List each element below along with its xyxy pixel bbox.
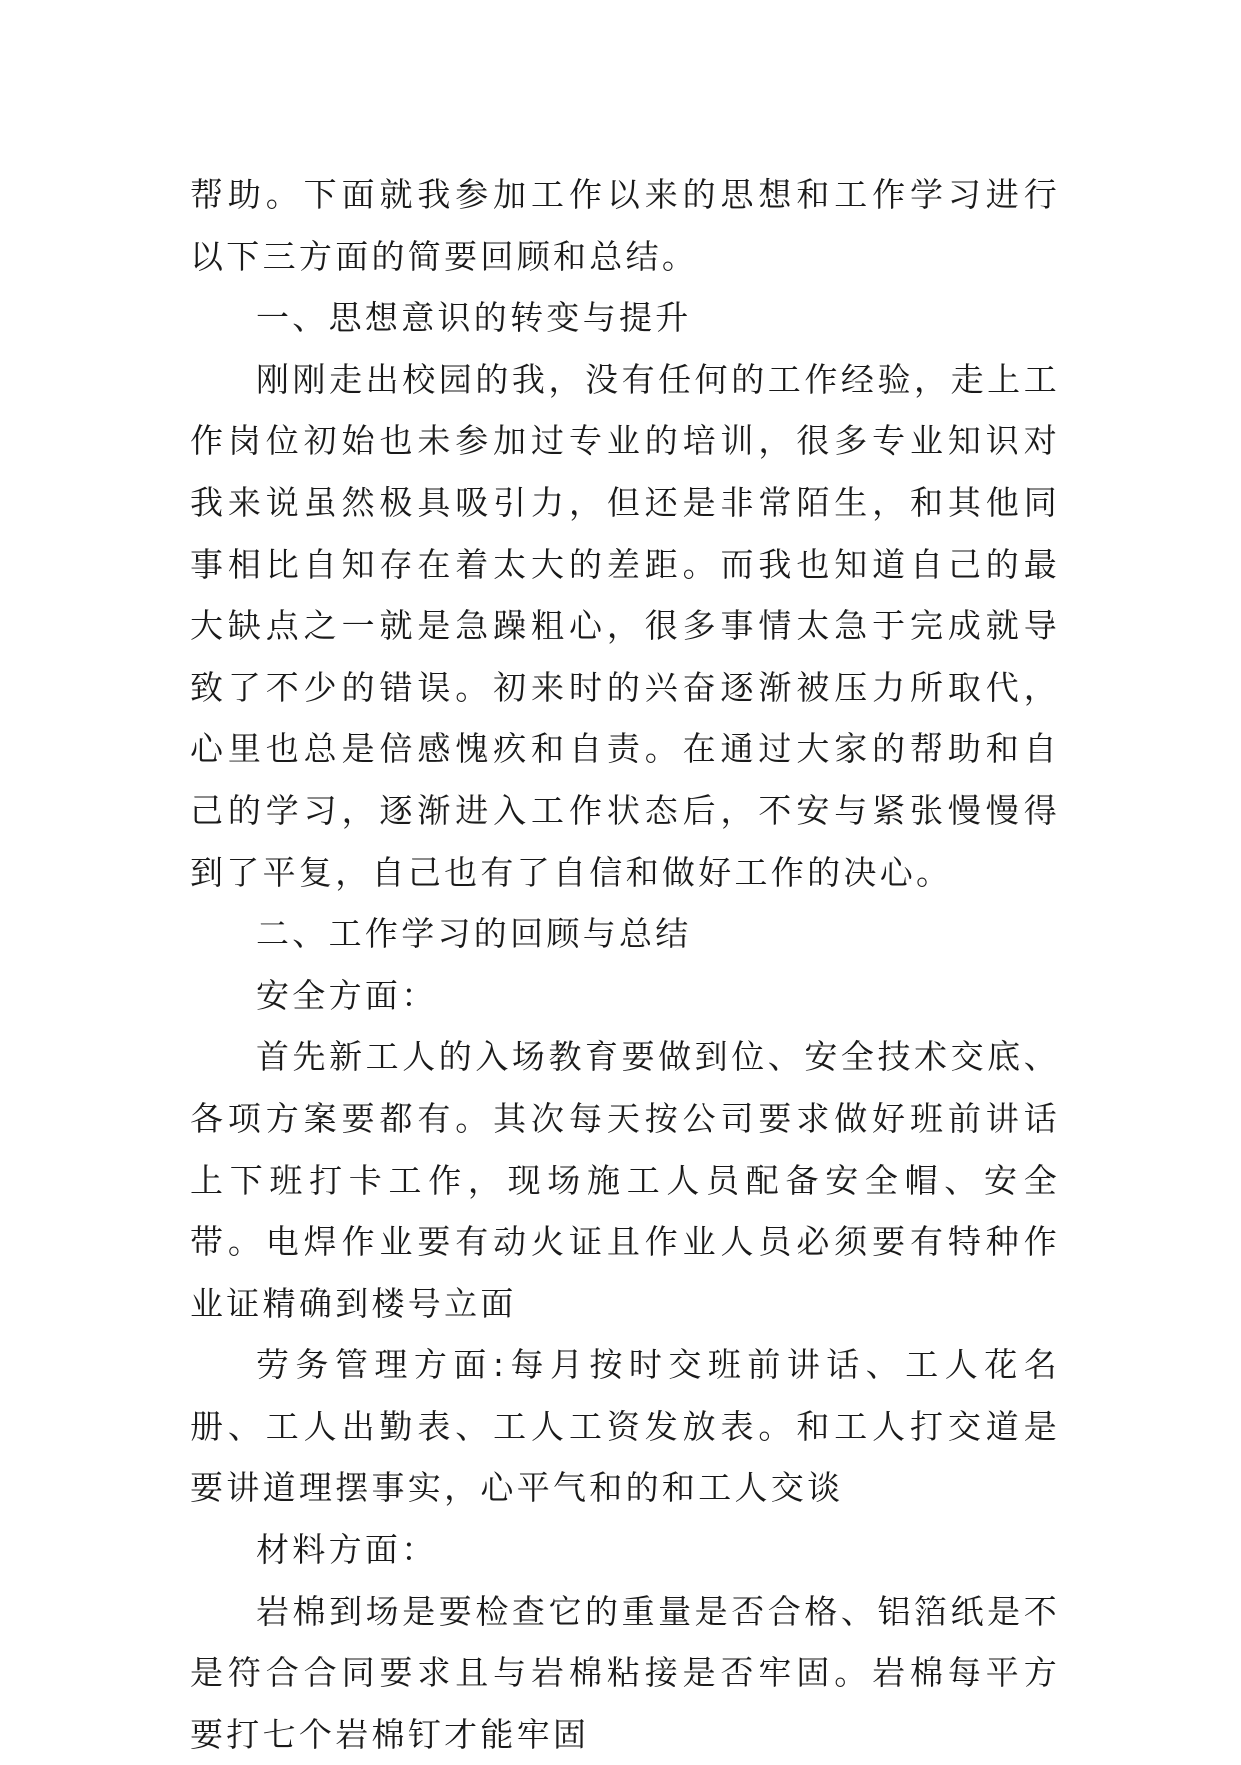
section-heading-1: 一、思想意识的转变与提升	[256, 298, 692, 338]
paragraph-section-1: 刚刚走出校园的我，没有任何的工作经验，走上工作岗位初始也未参加过专业的培训，很多专业知识对我来说虽然极具吸引力，但还是非常陌生，和其他同事相比自知存在着太大的差距。而我也知道自己的最大缺点之一就是急躁粗心，很多事情太急于完成就导致了不少的错误。初来时的兴奋逐渐被压力所取代，心里也总是倍感愧疚和自责。在通过大家的帮助和自己的学习，逐渐进入工作状态后，不安与紧张慢慢得到了平复，自己也有了自信和做好工作的决心。	[190, 359, 1060, 892]
paragraph-materials: 岩棉到场是要检查它的重量是否合格、铝箔纸是不是符合合同要求且与岩棉粘接是否牢固。岩棉每平方要打七个岩棉钉才能牢固	[190, 1591, 1060, 1754]
subheading-safety: 安全方面：	[256, 975, 438, 1015]
paragraph-intro-continuation: 帮助。下面就我参加工作以来的思想和工作学习进行以下三方面的简要回顾和总结。	[190, 175, 1060, 276]
document-body	[190, 164, 1060, 1765]
paragraph-safety: 首先新工人的入场教育要做到位、安全技术交底、各项方案要都有。其次每天按公司要求做好班前讲话上下班打卡工作，现场施工人员配备安全帽、安全带。电焊作业要有动火证且作业人员必须要有特种作业证精确到楼号立面	[190, 1037, 1060, 1323]
section-heading-2: 二、工作学习的回顾与总结	[256, 914, 692, 954]
paragraph-labor-management: 劳务管理方面:每月按时交班前讲话、工人花名册、工人出勤表、工人工资发放表。和工人打交道是要讲道理摆事实，心平气和的和工人交谈	[190, 1345, 1060, 1508]
subheading-materials: 材料方面：	[256, 1530, 438, 1570]
